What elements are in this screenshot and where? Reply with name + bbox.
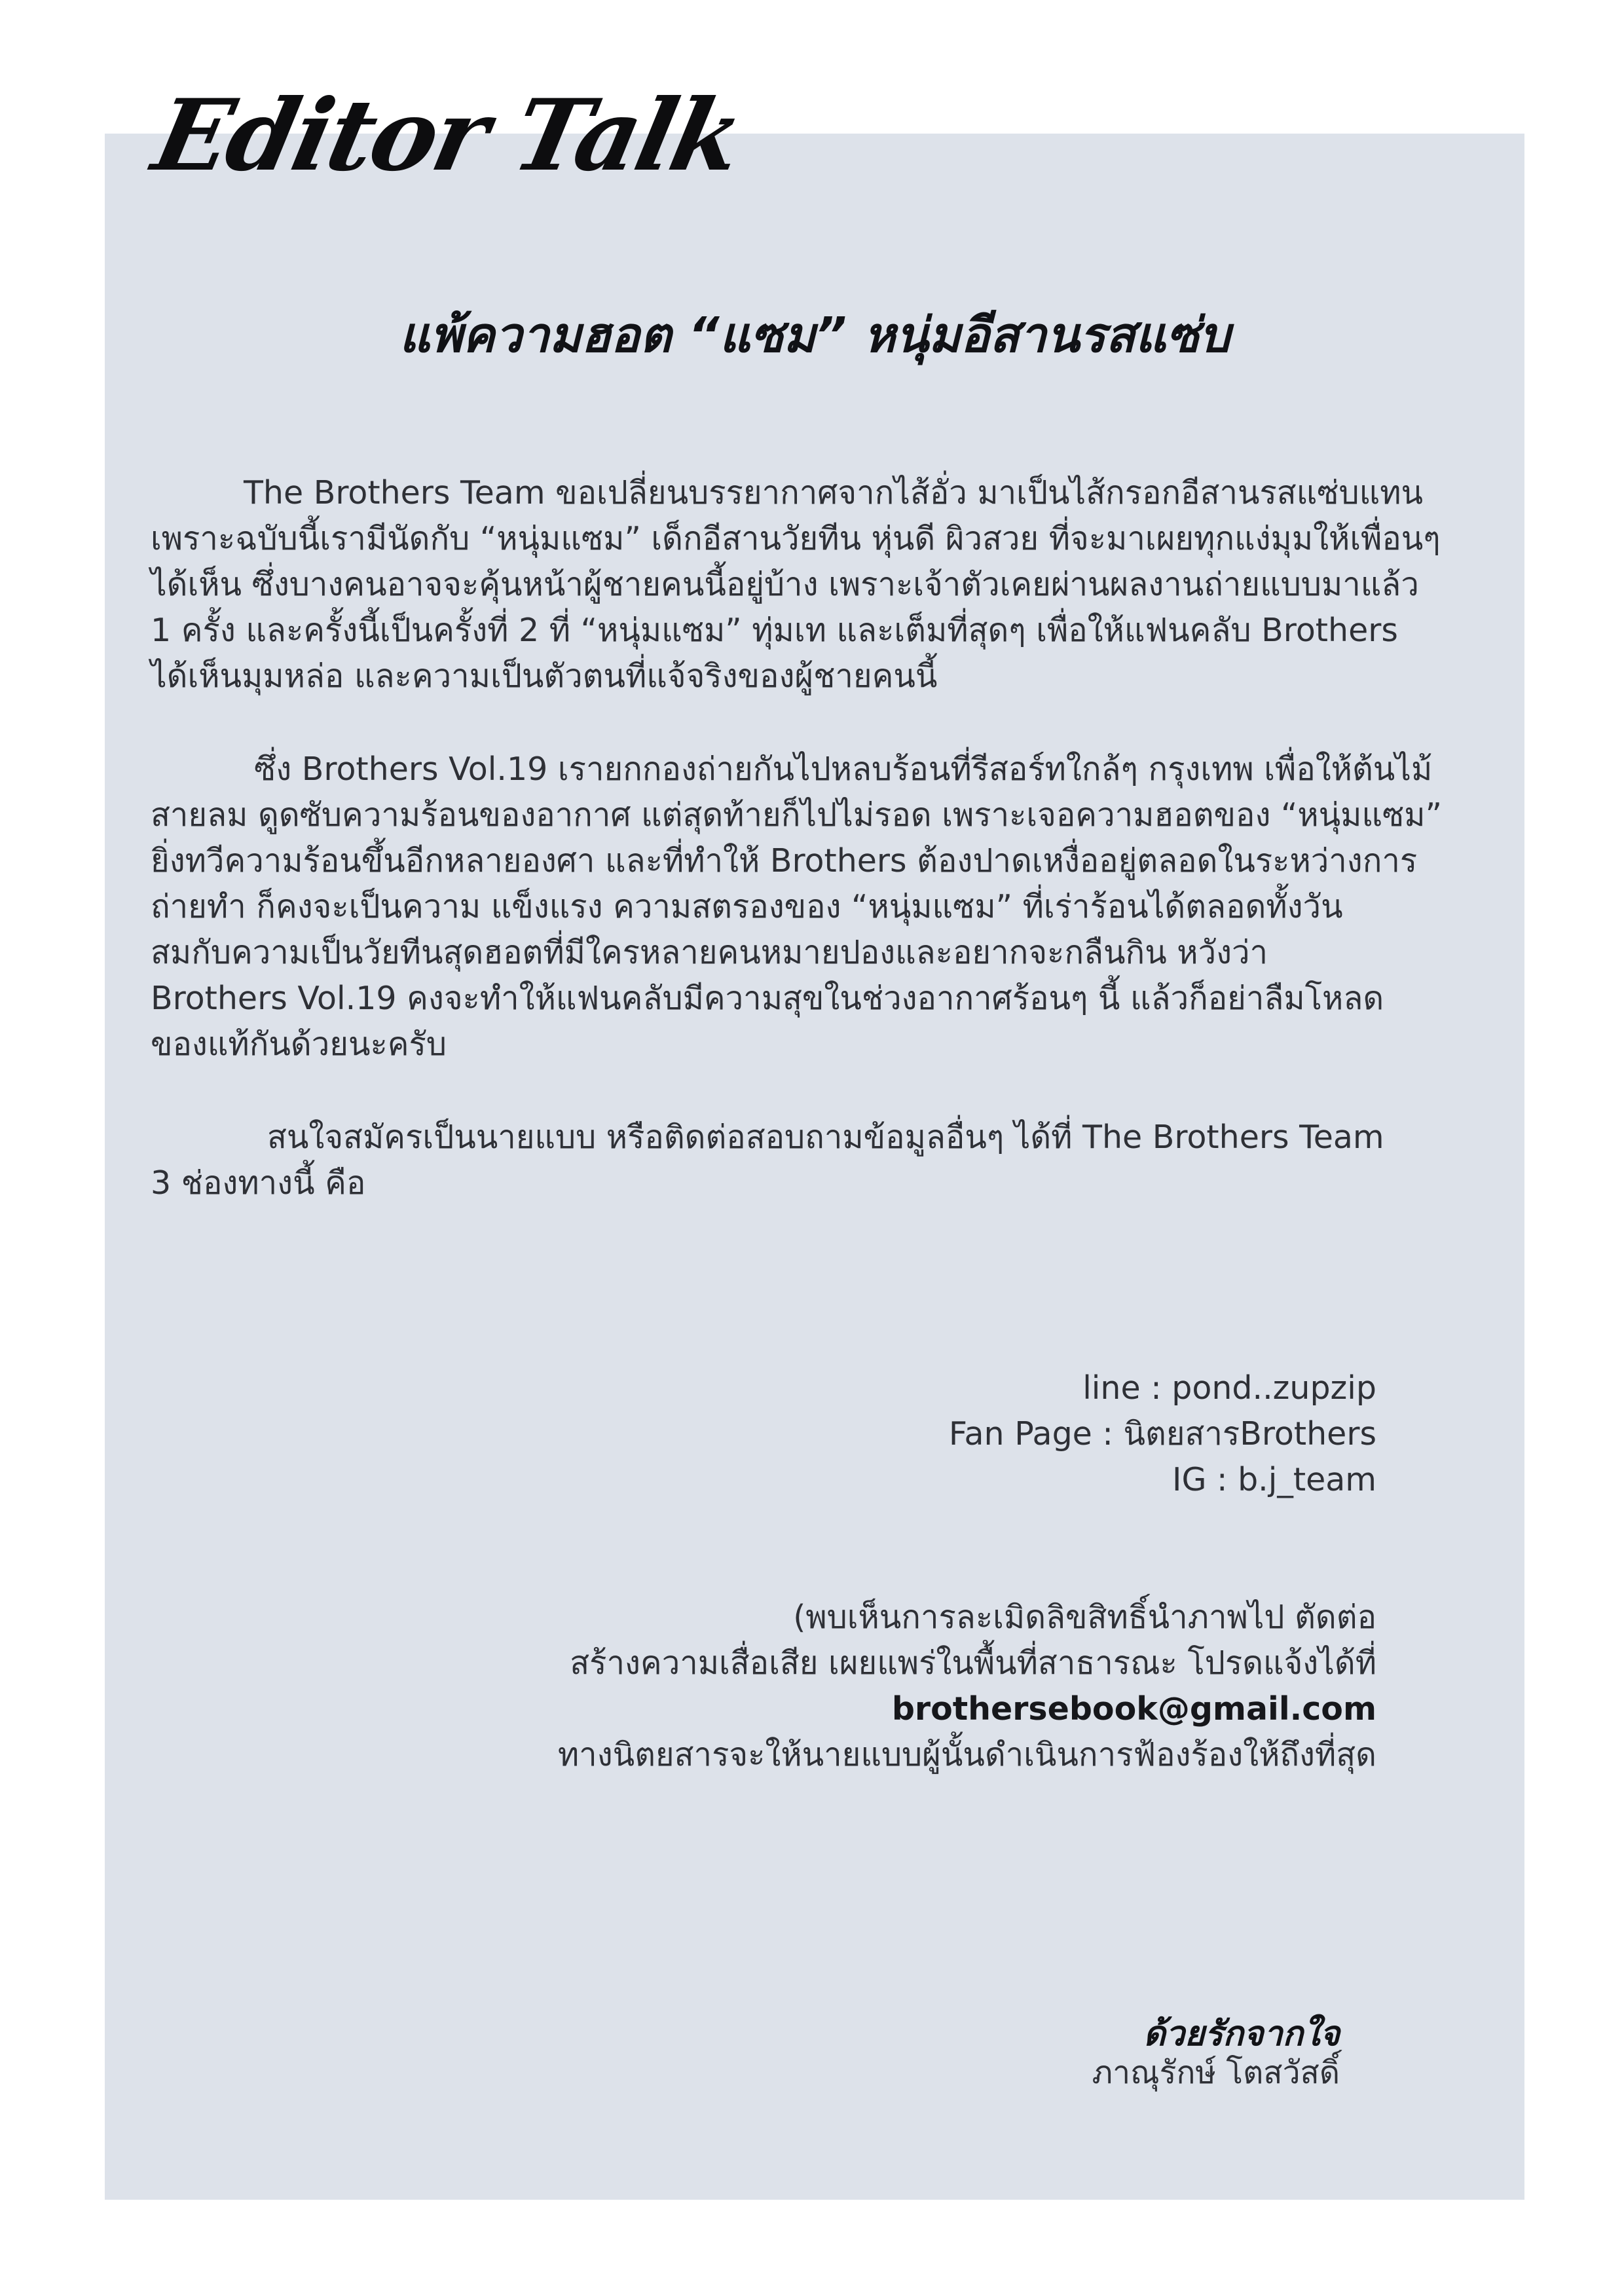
contact-fan-page: Fan Page : นิตยสารBrothers [948,1415,1376,1453]
paragraph-3-line-1: สนใจสมัครเป็นนายแบบ หรือติดต่อสอบถามข้อมูลอื่นๆ ได้ที่ The Brothers Team [267,1119,1384,1156]
notice-line-2: สร้างความเสื่อเสีย เผยแพร่ในพื้นที่สาธารณะ โปรดแจ้งได้ที่ [570,1644,1376,1682]
notice-line-1: (พบเห็นการละเมิดลิขสิทธิ์นำภาพไป ตัดต่อ [793,1599,1376,1636]
contact-instagram: IG : b.j_team [1172,1461,1376,1498]
paragraph-1-line-4: 1 ครั้ง และครั้งนี้เป็นครั้งที่ 2 ที่ “หนุ่มแซม” ทุ่มเท และเต็มที่สุดๆ เพื่อให้แฟนคลับ Brothers [151,612,1398,649]
contact-line-id: line : pond..zupzip [1082,1369,1376,1407]
signature-name: ภาณุรักษ์ โตสวัสดิ์ [1092,2054,1340,2091]
article-paragraph-1 [151,470,1513,699]
editor-signature [917,2014,1340,2091]
paragraph-1-line-3: ได้เห็น ซึ่งบางคนอาจจะคุ้นหน้าผู้ชายคนนี้อยู่บ้าง เพราะเจ้าตัวเคยผ่านผลงานถ่ายแบบมาแล้ว [151,566,1419,603]
signature-closing: ด้วยรักจากใจ [1143,2014,1340,2054]
paragraph-2-line-4: ถ่ายทำ ก็คงจะเป็นความ แข็งแรง ความสตรองของ “หนุ่มแซม” ที่เร่าร้อนได้ตลอดทั้งวัน [151,888,1343,925]
article-paragraph-3 [151,1115,1513,1206]
paragraph-1-line-5: ได้เห็นมุมหล่อ และความเป็นตัวตนที่แจ้จริงของผู้ชายคนนี้ [151,657,938,695]
paragraph-2-line-5: สมกับความเป็นวัยทีนสุดฮอตที่มีใครหลายคนหมายปองและอยากจะกลืนกิน หวังว่า [151,934,1268,971]
copyright-notice [393,1595,1376,1778]
paragraph-2-line-2: สายลม ดูดซับความร้อนของอากาศ แต่สุดท้ายก็ไปไม่รอด เพราะเจอความฮอตของ “หนุ่มแซม” [151,796,1442,834]
paragraph-2-line-1: ซึ่ง Brothers Vol.19 เรายกกองถ่ายกันไปหลบร้อนที่รีสอร์ทใกล้ๆ กรุงเทพ เพื่อให้ต้นไม้ [254,750,1433,788]
contact-list [589,1365,1376,1503]
notice-line-3: ทางนิตยสารจะให้นายแบบผู้นั้นดำเนินการฟ้องร้องให้ถึงที่สุด [557,1736,1376,1773]
paragraph-2-line-7: ของแท้กันด้วยนะครับ [151,1026,447,1063]
paragraph-1-line-1: The Brothers Team ขอเปลี่ยนบรรยากาศจากไส้อั่ว มาเป็นไส้กรอกอีสานรสแซ่บแทน [244,474,1424,511]
article-paragraph-2 [151,747,1513,1067]
paragraph-3-line-2: 3 ช่องทางนี้ คือ [151,1164,366,1202]
paragraph-1-line-2: เพราะฉบับนี้เรามีนัดกับ “หนุ่มแซม” เด็กอีสานวัยทีน หุ่นดี ผิวสวย ที่จะมาเผยทุกแง่มุมให้เพื่อนๆ [151,520,1441,557]
notice-email[interactable]: brothersebook@gmail.com [891,1690,1376,1728]
paragraph-2-line-6: Brothers Vol.19 คงจะทำให้แฟนคลับมีความสุขในช่วงอากาศร้อนๆ นี้ แล้วก็อย่าลืมโหลด [151,980,1384,1017]
article-headline: แพ้ความฮอต “แซม” หนุ่มอีสานรสแซ่บ [399,307,1230,363]
editor-talk-logo: Editor Talk [144,78,750,193]
paragraph-2-line-3: ยิ่งทวีความร้อนขึ้นอีกหลายองศา และที่ทำให้ Brothers ต้องปาดเหงื่ออยู่ตลอดในระหว่างการ [151,842,1418,880]
